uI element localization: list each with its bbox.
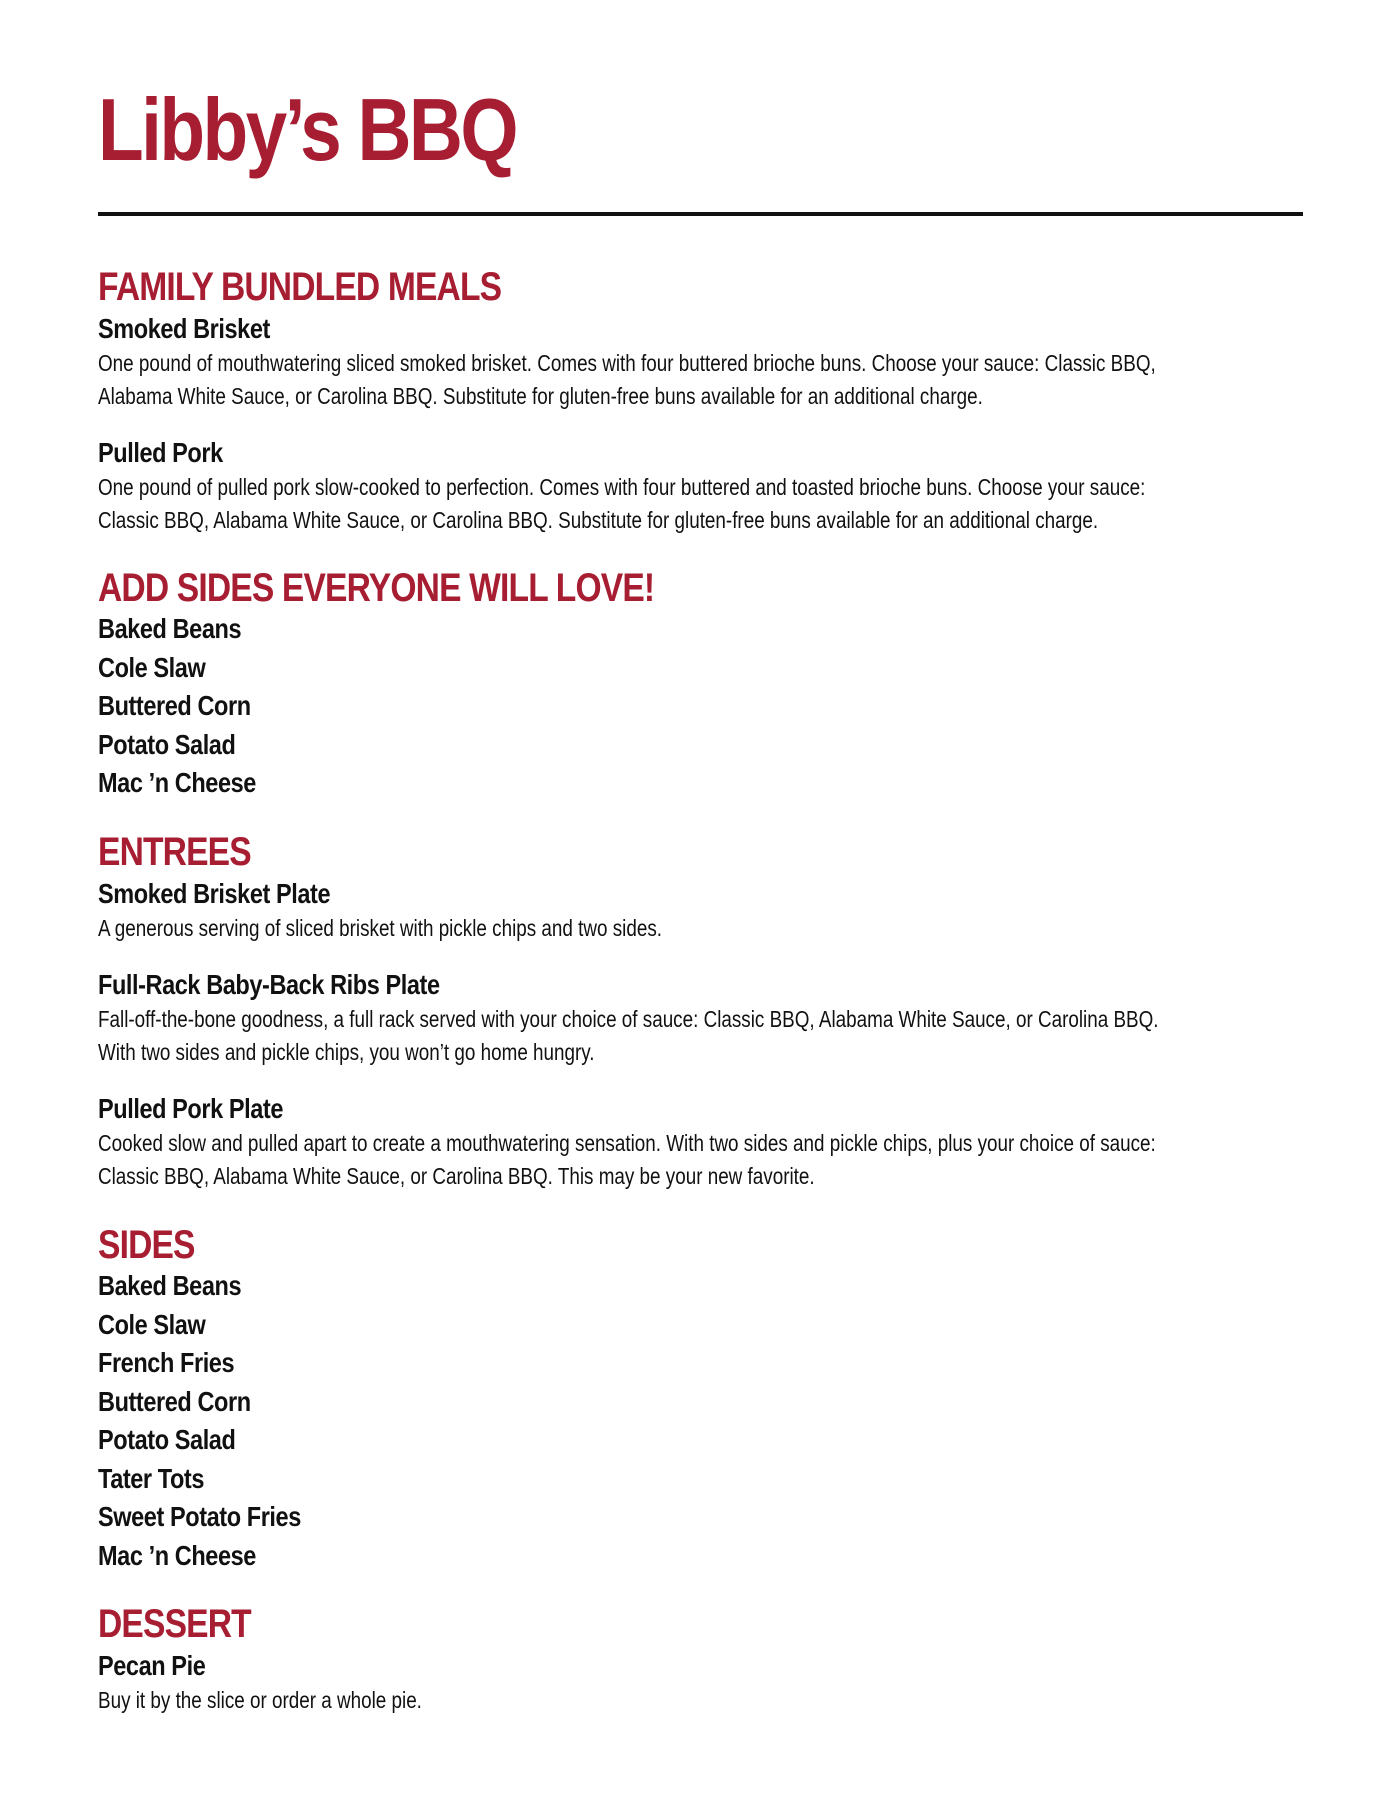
section-entrees [98,830,1303,1193]
header-divider [98,212,1303,216]
menu-item [98,435,1303,537]
list-item: Baked Beans [98,1270,242,1301]
menu-item [98,967,1303,1069]
item-description: A generous serving of sliced brisket with pickle chips and two sides. [98,915,662,941]
section-sides [98,1223,1303,1575]
list-item: French Fries [98,1347,235,1378]
item-name: Pecan Pie [98,1650,206,1681]
list-item: Tater Tots [98,1462,205,1494]
item-description: Alabama White Sauce, or Carolina BBQ. Substitute for gluten-free buns available for an additional charge. [98,383,983,409]
side-list [98,610,1303,803]
list-item: Baked Beans [98,613,242,644]
menu-item [98,311,1303,413]
list-item: Mac ’n Cheese [98,767,256,798]
section-heading-family-bundled: FAMILY BUNDLED MEALS [98,265,502,309]
side-list [98,1267,1303,1575]
section-add-sides [98,566,1303,803]
section-heading-sides: SIDES [98,1223,195,1267]
menu-page [98,0,1303,1713]
section-heading-entrees: ENTREES [98,830,251,874]
list-item: Cole Slaw [98,651,206,683]
item-description: One pound of mouthwatering sliced smoked brisket. Comes with four buttered brioche buns. Choose your sauce: Classic BBQ, [98,350,1156,376]
item-description: Classic BBQ, Alabama White Sauce, or Carolina BBQ. Substitute for gluten-free buns available for an additional charge. [98,507,1099,533]
list-item: Cole Slaw [98,1308,206,1340]
item-description: One pound of pulled pork slow-cooked to perfection. Comes with four buttered and toasted brioche buns. Choose your sauce: [98,474,1146,500]
list-item: Sweet Potato Fries [98,1501,301,1532]
item-name: Smoked Brisket [98,313,270,344]
item-description: With two sides and pickle chips, you won’t go home hungry. [98,1039,595,1065]
item-description: Cooked slow and pulled apart to create a mouthwatering sensation. With two sides and pickle chips, plus your choice of sauce: [98,1130,1156,1156]
section-heading-dessert: DESSERT [98,1602,251,1646]
section-dessert [98,1602,1303,1717]
menu-item [98,1091,1303,1193]
item-name: Pulled Pork Plate [98,1093,284,1124]
item-name: Smoked Brisket Plate [98,878,331,909]
restaurant-title: Libby’s BBQ [98,80,517,179]
item-name: Pulled Pork [98,437,223,468]
item-description: Classic BBQ, Alabama White Sauce, or Carolina BBQ. This may be your new favorite. [98,1163,815,1189]
list-item: Mac ’n Cheese [98,1539,256,1571]
list-item: Potato Salad [98,1424,236,1455]
item-description: Fall-off-the-bone goodness, a full rack served with your choice of sauce: Classic BBQ, Alabama White Sauce, or Carolina BBQ. [98,1006,1159,1032]
item-name: Full-Rack Baby-Back Ribs Plate [98,969,440,1000]
list-item: Buttered Corn [98,690,251,721]
section-family-bundled [98,265,1303,537]
list-item: Potato Salad [98,728,236,760]
list-item: Buttered Corn [98,1385,251,1417]
menu-item [98,1648,1303,1717]
item-description: Buy it by the slice or order a whole pie. [98,1687,422,1713]
section-heading-add-sides: ADD SIDES EVERYONE WILL LOVE! [98,566,655,610]
menu-item [98,876,1303,945]
